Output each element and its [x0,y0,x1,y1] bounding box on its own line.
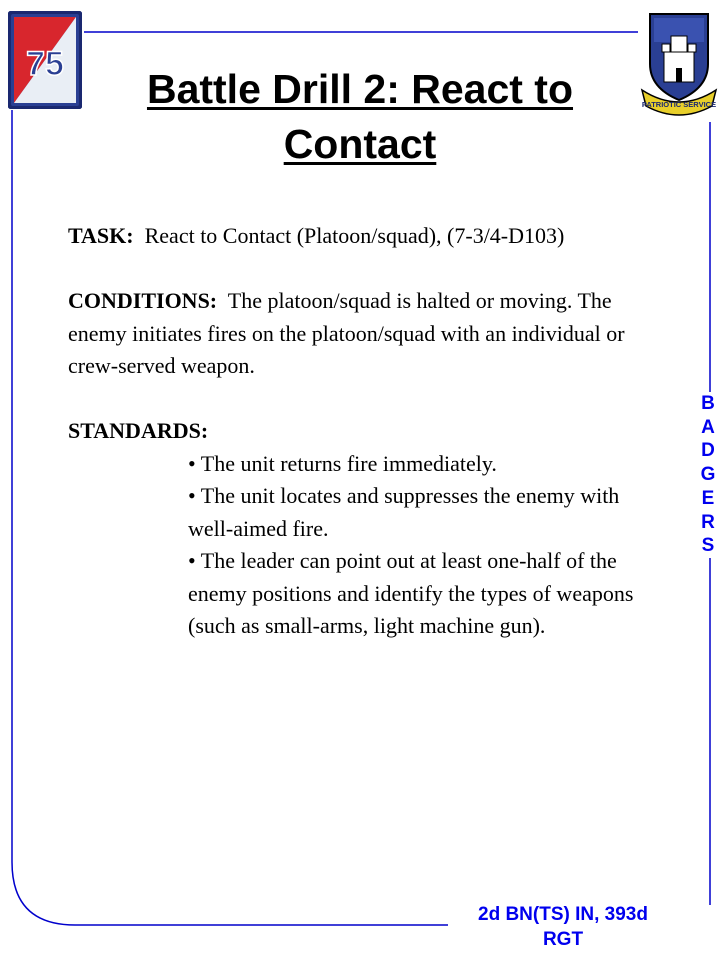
conditions-label: CONDITIONS: [68,288,218,313]
patch-number: 75 [26,45,64,83]
task-label: TASK: [68,223,134,248]
side-letter: B [701,393,715,414]
division-75-patch-icon [8,11,82,109]
side-letter: A [701,416,715,438]
standards-item: • The leader can point out at least one-half of the enemy positions and identify the types of weapons (such as small-arms, light machine gun). [188,548,634,638]
task-paragraph [68,220,668,253]
regiment-crest-icon [640,10,718,120]
side-banner-badgers [696,392,720,558]
side-letter: S [701,535,715,557]
slide-title: Battle Drill 2: React to Contact [146,66,574,167]
side-letter: D [701,440,715,462]
slide-body [68,220,668,643]
side-letter: R [701,511,715,533]
standards-item: • The unit returns fire immediately. [188,450,497,476]
crest-motto: PATRIOTIC SERVICE [641,100,717,109]
standards-label: STANDARDS: [68,418,209,443]
footer-unit [448,902,678,952]
side-letter: G [700,464,716,486]
standards-list [188,448,668,643]
task-text: React to Contact (Platoon/squad), (7-3/4-D103) [144,223,565,248]
footer-line-2: RGT [542,929,584,950]
conditions-paragraph [68,285,668,383]
side-letter: E [701,487,715,509]
conditions-text: The platoon/squad is halted or moving. The enemy initiates fires on the platoon/squad with an individual or crew-served weapon. [68,288,625,378]
footer-line-1: 2d BN(TS) IN, 393d [478,904,648,925]
standards-item: • The unit locates and suppresses the enemy with well-aimed fire. [188,483,620,541]
